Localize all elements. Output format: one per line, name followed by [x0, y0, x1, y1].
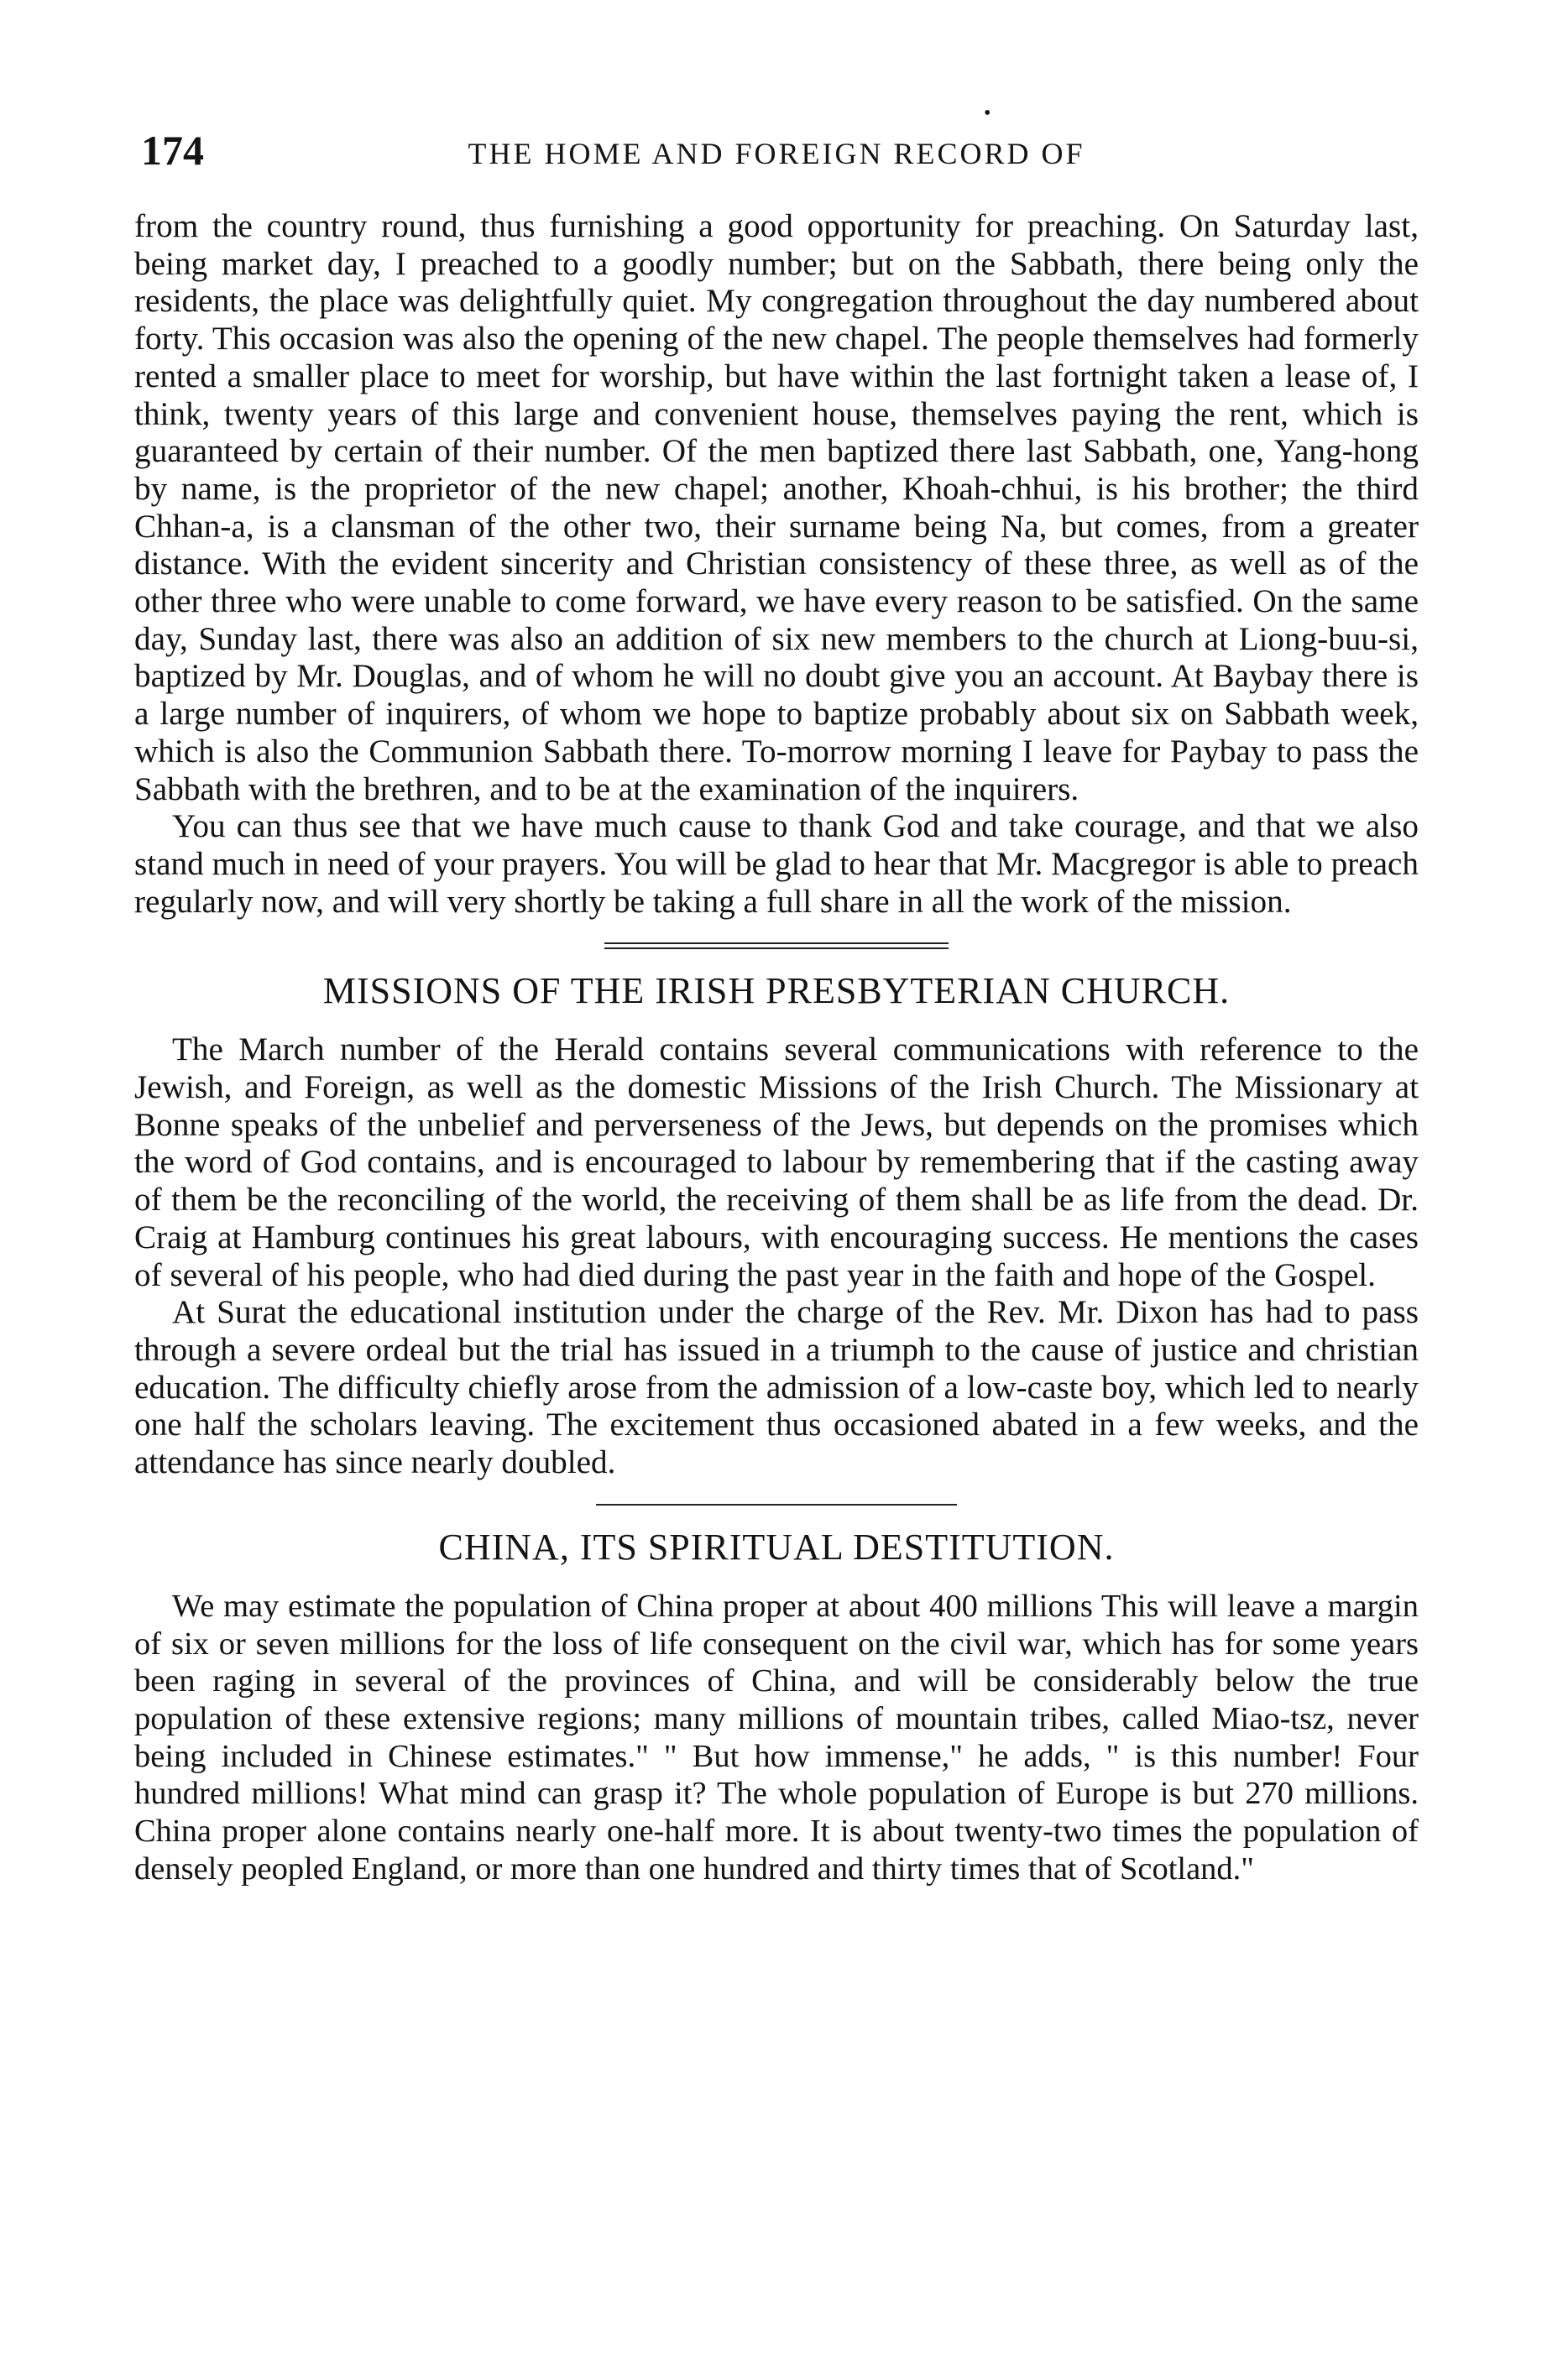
header-dot: •: [984, 102, 991, 124]
section-heading: CHINA, ITS SPIRITUAL DESTITUTION.: [438, 1526, 1115, 1568]
section-irish-missions: [134, 969, 1419, 1481]
paragraph: from the country round, thus furnishing a good opportunity for preaching. On Saturday last, being market day, I preached to a goodly number; but on the Sabbath, there being only the residents, the place was delightfully quiet. My congregation throughout the day numbered about forty. This occasion was also the opening of the new chapel. The people themselves had formerly rented a smaller place to meet for worship, but have within the last fortnight taken a lease of, I think, twenty years of this large and convenient house, themselves paying the rent, which is guaranteed by certain of their number. Of the men baptized there last Sabbath, one, Yang-hong by name, is the proprietor of the new chapel; another, Khoah-chhui, is his brother; the third Chhan-a, is a clansman of the other two, their surname being Na, but comes, from a greater distance. With the evident sincerity and Christian consistency of these three, as well as of the other three who were unable to come forward, we have every reason to be satisfied. On the same day, Sunday last, there was also an addition of six new members to the church at Liong-buu-si, baptized by Mr. Douglas, and of whom he will no doubt give you an account. At Baybay there is a large number of inquirers, of whom we hope to baptize probably about six on Sabbath week, which is also the Communion Sabbath there. To-morrow morning I leave for Paybay to pass the Sabbath with the brethren, and to be at the examination of the inquirers.: [134, 208, 1419, 807]
paragraph: You can thus see that we have much cause to thank God and take courage, and that we also stand much in need of your prayers. You will be glad to hear that Mr. Macgregor is able to preach regularly now, and will very shortly be taking a full share in all the work of the mission.: [134, 808, 1419, 920]
paragraph: At Surat the educational institution under the charge of the Rev. Mr. Dixon has had to pass through a severe ordeal but the trial has issued in a triumph to the cause of justice and christian education. The difficulty chiefly arose from the admission of a low-caste boy, which led to nearly one half the scholars leaving. The excitement thus occasioned abated in a few weeks, and the attendance has since nearly doubled.: [134, 1294, 1419, 1481]
section-heading: MISSIONS OF THE IRISH PRESBYTERIAN CHURCH.: [322, 970, 1231, 1012]
running-head: [134, 102, 1419, 185]
section-divider-double: [604, 942, 949, 949]
running-title: THE HOME AND FOREIGN RECORD OF: [468, 137, 1085, 170]
section-divider: [596, 1504, 957, 1506]
paragraph: The March number of the Herald contains several communications with reference to the Jewish, and Foreign, as well as the domestic Missions of the Irish Church. The Missionary at Bonne speaks of the unbelief and perverseness of the Jews, but depends on the promises which the word of God contains, and is encouraged to labour by remembering that if the casting away of them be the reconciling of the world, the receiving of them shall be as life from the dead. Dr. Craig at Hamburg continues his great labours, with encouraging success. He mentions the cases of several of his people, who had died during the past year in the faith and hope of the Gospel.: [134, 1031, 1419, 1293]
document-page: [134, 102, 1419, 1887]
section-letter-continuation: [134, 208, 1419, 921]
section-china: [134, 1526, 1419, 1888]
page-number: 174: [141, 127, 204, 174]
paragraph: We may estimate the population of China proper at about 400 millions This will leave a margin of six or seven millions for the loss of life consequent on the civil war, which has for some years been raging in several of the provinces of China, and will be considerably below the true population of these extensive regions; many millions of mountain tribes, called Miao-tsz, never being included in Chinese estimates." " But how immense," he adds, " is this number! Four hundred millions! What mind can grasp it? The whole population of Europe is but 270 millions. China proper alone contains nearly one-half more. It is about twenty-two times the population of densely peopled England, or more than one hundred and thirty times that of Scotland.": [134, 1588, 1419, 1887]
